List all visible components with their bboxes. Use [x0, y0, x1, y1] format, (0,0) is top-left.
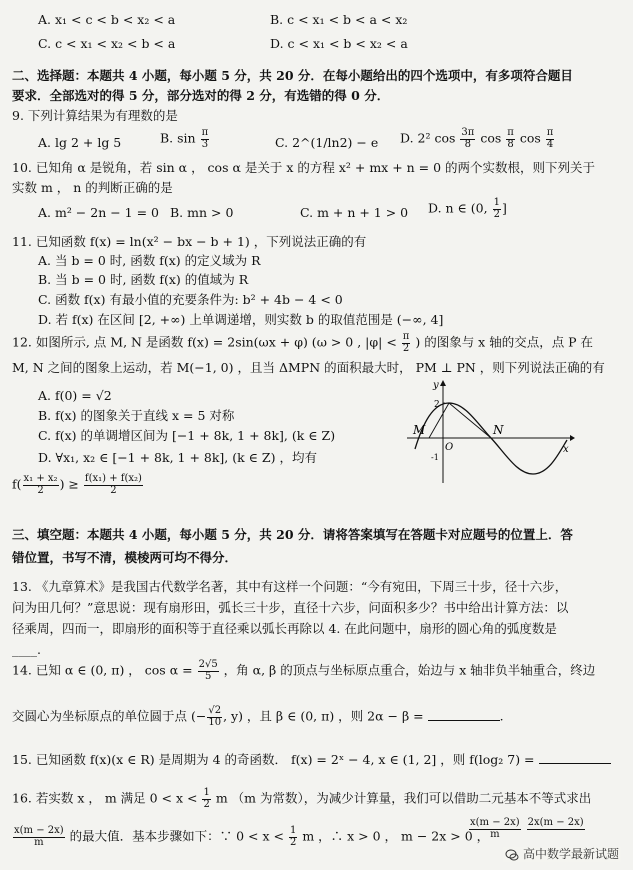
q9-stem: 9. 下列计算结果为有理数的是 [12, 108, 178, 123]
q10-option-a: A. m² − 2n − 1 = 0 [38, 205, 160, 220]
q9-option-c: C. 2^(1/ln2) − e [275, 135, 379, 150]
watermark [503, 847, 621, 862]
section3-header-line2: 错位置，书写不清，模棱两可均不得分． [12, 550, 238, 565]
graph-label-y: y [433, 380, 439, 391]
q12-d2-lhs-den: 2 [37, 484, 44, 496]
graph-x-arrow [570, 435, 575, 441]
q14-frac1-den: 5 [204, 670, 212, 682]
q12-option-d-inequality [12, 474, 144, 496]
q12-line1-pre: 12. 如图所示, 点 M, N 是函数 f(x) = 2sin(ωx + φ) (ω > 0 , |φ| < [12, 334, 397, 350]
q14-line1-post: ，角 α, β 的顶点与坐标原点重合，始边与 x 轴非负半轴重合，终边 [223, 662, 596, 678]
q16-half-num: 1 [203, 787, 210, 798]
q16-expr2-den: m [490, 828, 500, 840]
q12-line1 [12, 332, 623, 354]
q9-d-frac1: $\frac{3\pi}{8}$ [461, 127, 475, 150]
q16-line2-post: m ，∴ x > 0 ， m − 2x > 0 ， [302, 828, 490, 844]
q14-line2-pre: 交圆心为坐标原点的单位圆于点 (− [12, 708, 207, 724]
q13-line4: ____. [12, 642, 41, 657]
q14-answer-blank[interactable] [428, 710, 500, 721]
q16-half-frac2 [289, 826, 297, 848]
graph-label-2: 2 [434, 400, 440, 410]
q12-option-d: D. ∀x₁, x₂ ∈ [−1 + 8k, 1 + 8k], (k ∈ Z) ，均有 [38, 450, 317, 465]
section3-header-line1: 三、填空题：本题共 4 小题，每小题 5 分，共 20 分．请将答案填写在答题卡对应题号的位置上．答 [12, 527, 573, 542]
q16-expr2-num: x(m − 2x) [470, 817, 520, 828]
q16-expr3-frac [527, 818, 585, 840]
graph-y-arrow [440, 380, 446, 386]
q10-option-b: B. mn > 0 [170, 205, 234, 220]
section2-header-line1: 二、选择题：本题共 4 小题，每小题 5 分，共 20 分．在每小题给出的四个选项中，有多项符合题目 [12, 68, 573, 83]
q10-option-d: D. n ∈ (0, $\frac{1}{2}$ ] [428, 197, 507, 220]
q14-line2-post: , y) ，且 β ∈ (0, π) ，则 2α − β = [223, 708, 424, 724]
q11-option-b: B. 当 b = 0 时, 函数 f(x) 的值域为 R [38, 272, 249, 287]
q9-d-text: D. 2² cos [400, 130, 456, 146]
q9-d-frac2: $\frac{\pi}{8}$ [507, 127, 514, 150]
q10-option-c: C. m + n + 1 > 0 [300, 205, 409, 220]
q14-line1 [12, 660, 623, 682]
q12-phi-frac: $\frac{\pi}{2}$ [402, 331, 410, 354]
q12-d2-lhs-pre: f( [12, 476, 22, 492]
q13-line1: 13. 《九章算术》是我国古代数学名著，其中有这样一个问题：“今有宛田，下周三十步，径十六步， [12, 579, 568, 594]
q12-line1-post: ) 的图象与 x 轴的交点，点 P 在 [415, 334, 594, 350]
graph-label-m: M [413, 423, 426, 437]
watermark-text: 高中数学最新试题 [522, 847, 619, 861]
q10-line1: 10. 已知角 α 是锐角，若 sin α ， cos α 是关于 x 的方程 x² + mx + n = 0 的两个实数根，则下列关于 [12, 160, 596, 175]
graph-label-n: N [493, 423, 504, 437]
graph-label-neg1: -1 [431, 453, 439, 462]
q12-line2: M, N 之间的图象上运动，若 M(−1, 0) ，且当 ΔMPN 的面积最大时， PM ⊥ PN ，则下列说法正确的有 [12, 360, 605, 375]
q8-option-b: B. c < x₁ < b < a < x₂ [270, 12, 408, 27]
q11-stem: 11. 已知函数 f(x) = ln(x² − bx − b + 1) ，下列说法正确的有 [12, 234, 367, 249]
q8-option-c: C. c < x₁ < x₂ < b < a [38, 36, 176, 51]
q10-line2: 实数 m ， n 的判断正确的是 [12, 180, 173, 195]
q12-option-a: A. f(0) = √2 [38, 388, 112, 403]
q16-expr-frac [13, 826, 65, 848]
graph-pn-line [449, 403, 491, 438]
q11-option-a: A. 当 b = 0 时, 函数 f(x) 的定义域为 R [38, 253, 261, 268]
q11-option-d: D. 若 f(x) 在区间 [2, +∞) 上单调递增，则实数 b 的取值范围是 (−∞, 4] [38, 312, 444, 327]
wechat-icon [505, 848, 519, 862]
q13-line2: 问为田几何？”意思说：现有扇形田，弧长三十步，直径十六步，问面积多少？书中给出计算方法：以 [12, 600, 569, 615]
q12-option-b: B. f(x) 的图象关于直线 x = 5 对称 [38, 408, 235, 423]
q14-point-frac [207, 706, 222, 728]
q14-frac1-num: 2√5 [198, 659, 218, 670]
q16-line1-post: m （m 为常数），为减少计算量，我们可以借助二元基本不等式求出 [215, 790, 592, 806]
q12-option-c: C. f(x) 的单调增区间为 [−1 + 8k, 1 + 8k], (k ∈ Z) [38, 428, 336, 443]
q9-option-d [400, 128, 555, 150]
q9-d-frac3: $\frac{\pi}{4}$ [546, 127, 554, 150]
graph-label-x: x [563, 444, 569, 455]
q9-b-text: B. sin [160, 130, 196, 146]
q16-line1-pre: 16. 若实数 x ， m 满足 0 < x < [12, 790, 198, 806]
q12-d2-lhs-num: x₁ + x₂ [23, 473, 58, 484]
q15-text: 15. 已知函数 f(x)(x ∈ R) 是周期为 4 的奇函数． f(x) = 2ˣ − 4, x ∈ (1, 2] ，则 f(log₂ 7) = [12, 752, 535, 767]
q9-option-b [160, 128, 210, 150]
q16-expr-num: x(m − 2x) [14, 825, 64, 836]
q13-line3: 径乘周，四而一，即扇形的面积等于直径乘以弧长再除以 4. 在此问题中，扇形的圆心角的弧度数是 [12, 621, 557, 636]
q16-expr-den: m [34, 836, 44, 848]
q14-frac2-den: 10 [208, 716, 222, 728]
q12-d2-rhs-frac [84, 474, 143, 496]
q14-line2-end: . [499, 708, 504, 724]
q10-d-text: D. n ∈ (0, [428, 200, 488, 216]
q15-answer-blank[interactable] [539, 753, 611, 764]
q9-d-cos2: cos [480, 130, 502, 146]
q14-line2 [12, 706, 623, 728]
q16-half-den: 2 [203, 798, 210, 810]
section2-header-line2: 要求．全部选对的得 5 分，部分选对的得 2 分，有选错的得 0 分． [12, 88, 390, 103]
q14-cos-frac [198, 660, 219, 682]
q9-option-a: A. lg 2 + lg 5 [38, 135, 122, 150]
q10-d-frac: $\frac{1}{2}$ [493, 197, 500, 220]
q8-option-a: A. x₁ < c < b < x₂ < a [38, 12, 176, 27]
q11-option-c: C. 函数 f(x) 有最小值的充要条件为: b² + 4b − 4 < 0 [38, 292, 343, 307]
q16-expr3-num: 2x(m − 2x) [527, 817, 584, 828]
q12-d2-lhs-frac [23, 474, 59, 496]
q16-half-den2: 2 [290, 836, 297, 848]
q16-half-num2: 1 [290, 825, 297, 836]
q9-b-frac: $\frac{\pi}{3}$ [201, 127, 209, 150]
q16-expr2-top [468, 818, 586, 840]
q16-expr2-frac [469, 818, 521, 840]
q16-line1 [12, 788, 623, 810]
q12-d2-rhs-den: 2 [110, 484, 117, 496]
q12-sine-graph [405, 378, 575, 488]
q14-frac2-num: √2 [208, 705, 222, 716]
graph-label-o: O [445, 442, 454, 453]
q12-d2-mid: ) ≥ [59, 476, 79, 492]
q16-half-frac [202, 788, 210, 810]
q14-line1-pre: 14. 已知 α ∈ (0, π) ， cos α = [12, 662, 193, 678]
q15-line [12, 752, 623, 768]
q9-d-cos3: cos [519, 130, 541, 146]
q16-line2 [12, 825, 490, 848]
q16-line2-mid: 的最大值．基本步骤如下：∵ 0 < x < [69, 828, 285, 844]
q8-option-d: D. c < x₁ < b < x₂ < a [270, 36, 408, 51]
q12-d2-rhs-num: f(x₁) + f(x₂) [84, 473, 142, 484]
